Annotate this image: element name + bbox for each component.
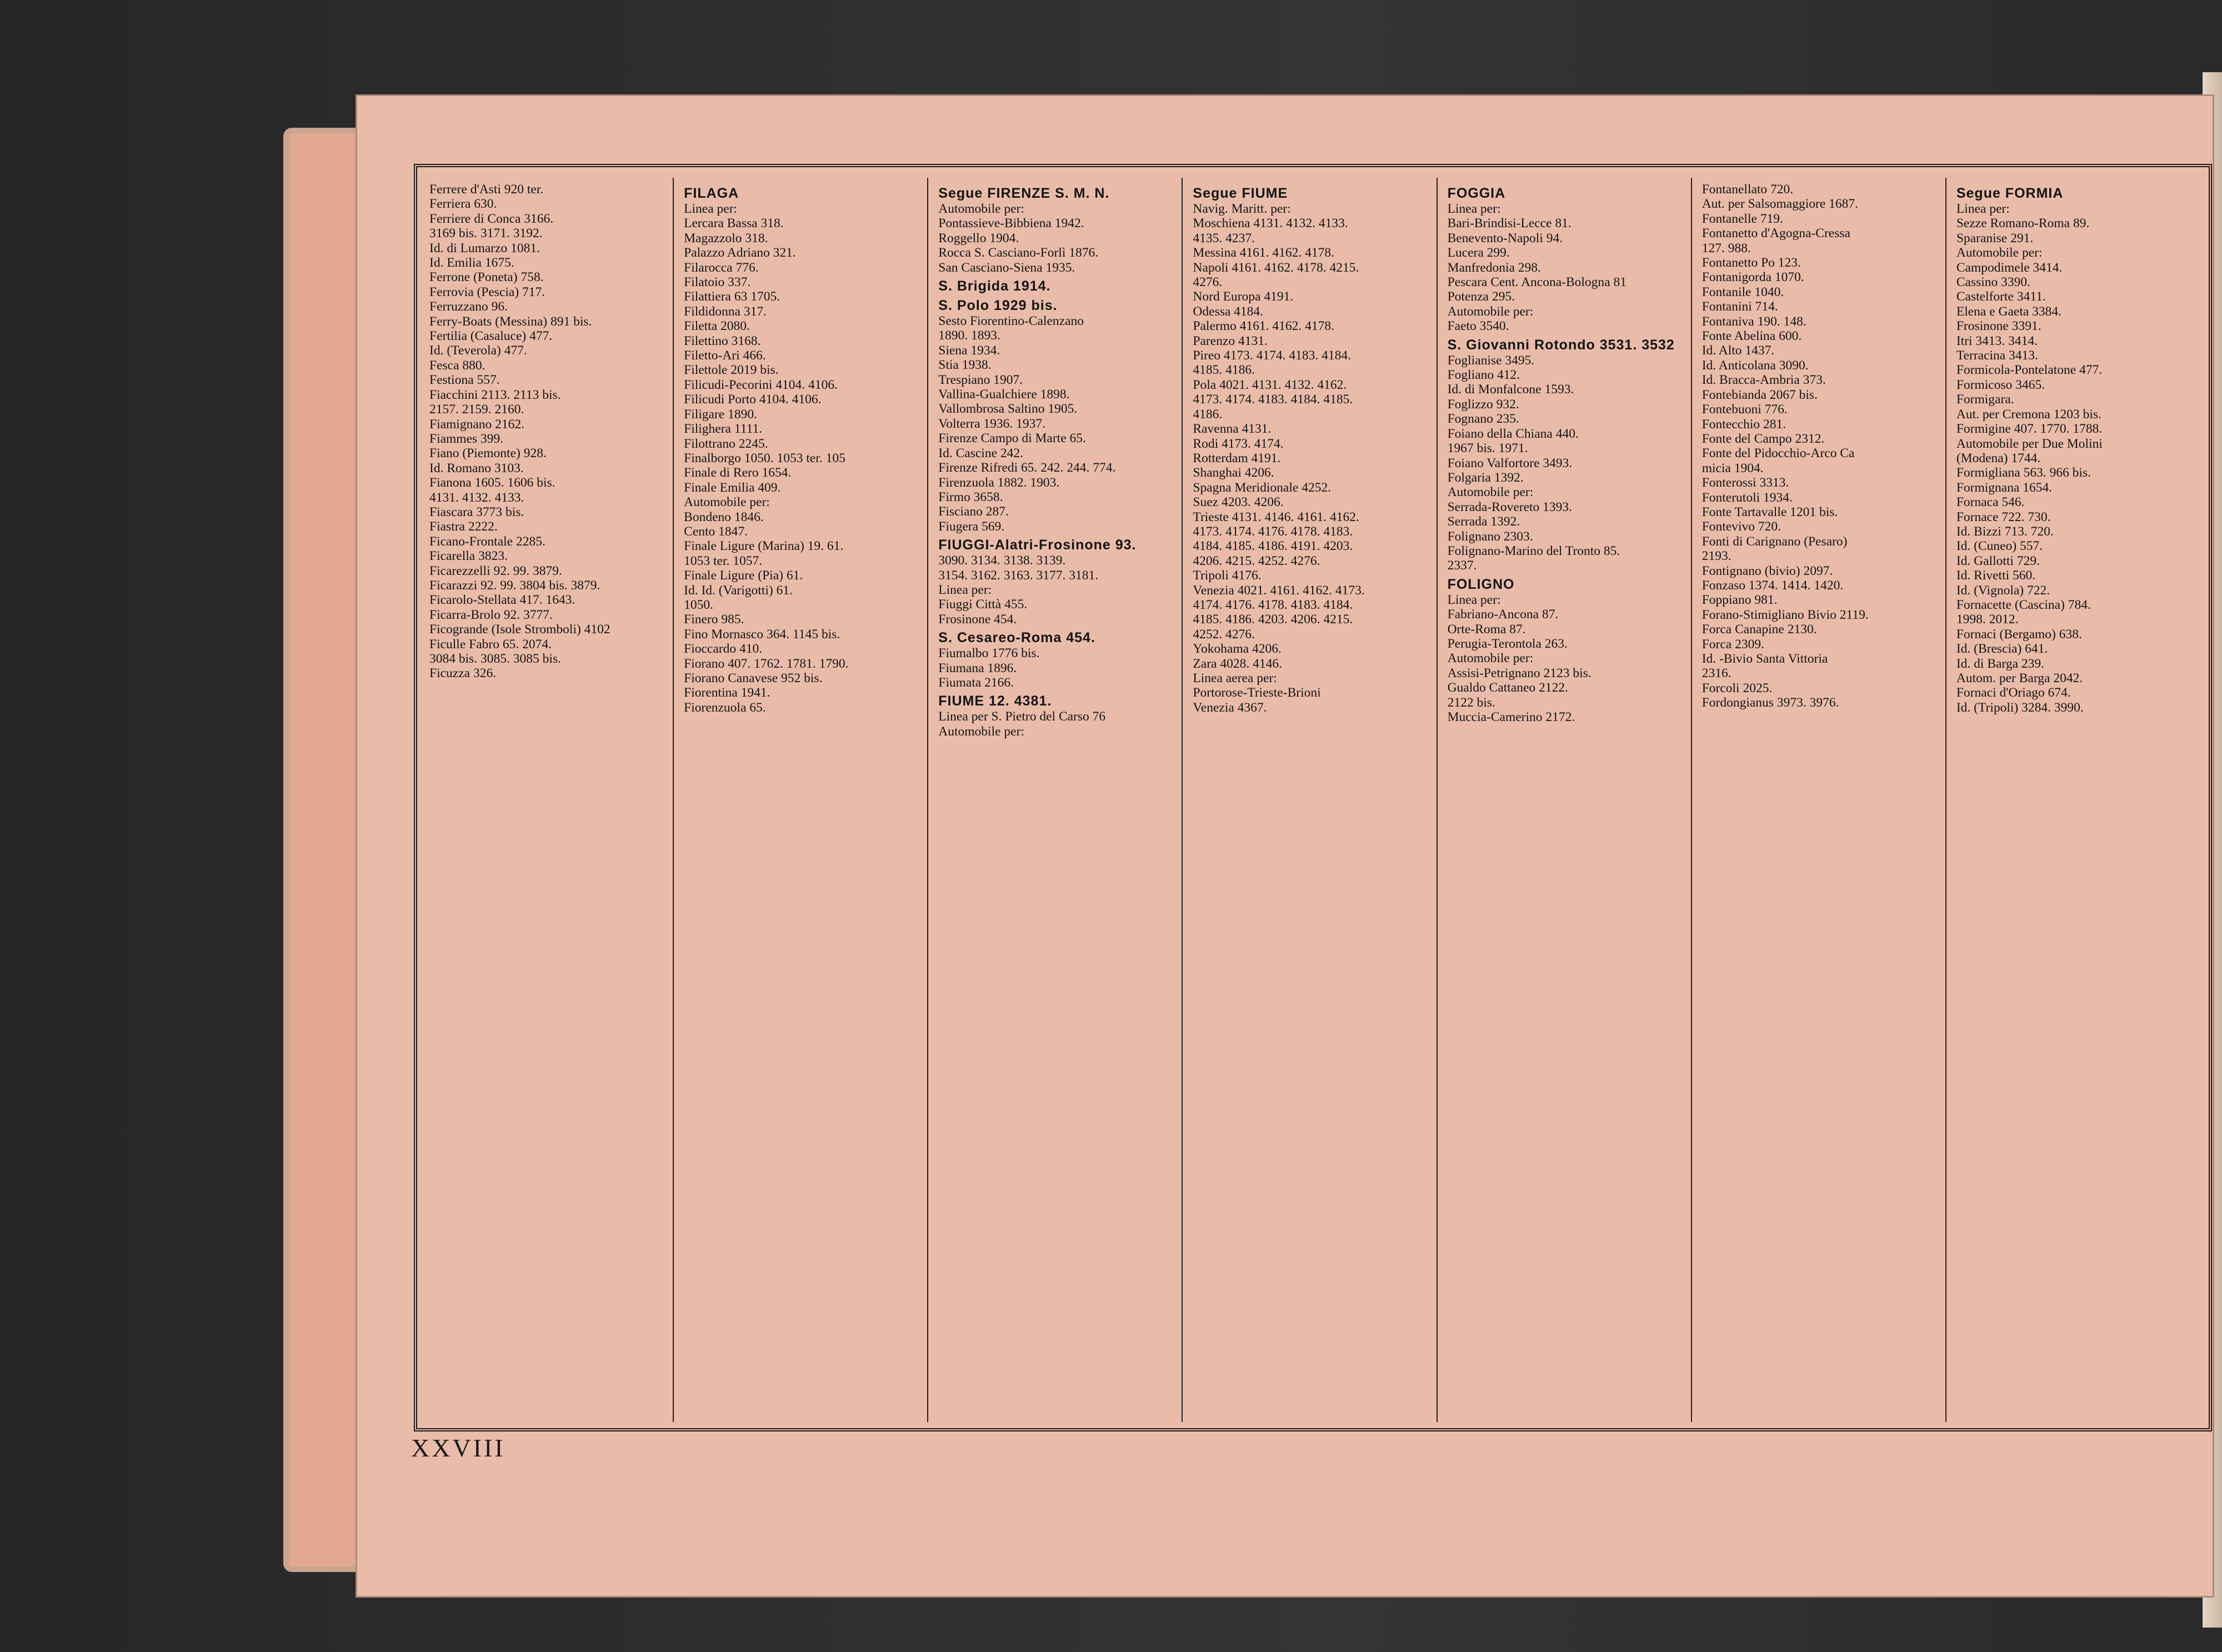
index-entry: Lucera 299. xyxy=(1447,246,1510,261)
index-entry: Fiorano 407. 1762. 1781. 1790. xyxy=(684,656,849,671)
index-entry: Filettole 2019 bis. xyxy=(684,363,779,378)
index-entry: Fontaniva 190. 148. xyxy=(1701,314,1806,329)
index-entry: 1050. xyxy=(684,597,714,612)
index-entry: Formigliana 563. 966 bis. xyxy=(1956,465,2091,480)
index-entry: Id. Rivetti 560. xyxy=(1956,568,2036,583)
index-entry: Fontecchio 281. xyxy=(1701,417,1786,432)
index-entry: Linea aerea per: xyxy=(1193,671,1277,685)
index-entry: Ferrone (Poneta) 758. xyxy=(429,270,544,285)
index-entry: Filighera 1111. xyxy=(684,422,763,437)
index-entry: S. Polo 1929 bis. xyxy=(938,298,1058,314)
index-entry: S. Cesareo-Roma 454. xyxy=(938,630,1095,646)
index-entry: Finale Ligure (Pia) 61. xyxy=(684,568,803,583)
index-entry: Id. di Monfalcone 1593. xyxy=(1447,382,1574,397)
index-entry: Id. (Teverola) 477. xyxy=(429,343,527,358)
index-entry: Festiona 557. xyxy=(429,373,500,388)
index-entry: Automobile per: xyxy=(938,202,1024,216)
index-entry: 4276. xyxy=(1193,275,1223,290)
index-entry: 4252. 4276. xyxy=(1193,627,1255,642)
index-entry: Palazzo Adriano 321. xyxy=(684,246,796,261)
index-entry: 3154. 3162. 3163. 3177. 3181. xyxy=(938,568,1099,583)
index-entry: Firenzuola 1882. 1903. xyxy=(938,475,1060,490)
index-entry: Filettino 3168. xyxy=(684,333,761,348)
index-entry: Fonte Abelina 600. xyxy=(1701,329,1802,344)
index-entry: Fonzaso 1374. 1414. 1420. xyxy=(1701,578,1844,593)
index-entry: Formigara. xyxy=(1956,392,2014,407)
index-entry: Id. Gallotti 729. xyxy=(1956,553,2040,568)
index-entry: Id. Alto 1437. xyxy=(1701,343,1775,358)
index-entry: Forca 2309. xyxy=(1701,637,1764,652)
index-entry: Cento 1847. xyxy=(684,524,748,539)
index-entry: Id. Id. (Varigotti) 61. xyxy=(684,583,793,598)
index-entry: Forca Canapine 2130. xyxy=(1701,622,1817,637)
index-entry: Segue FORMIA xyxy=(1956,186,2064,201)
index-column xyxy=(1438,178,1692,1422)
index-entry: Portorose-Trieste-Brioni xyxy=(1193,685,1321,700)
index-entry: Filicudi Porto 4104. 4106. xyxy=(684,392,822,407)
index-entry: 2122 bis. xyxy=(1447,695,1495,710)
index-entry: Vallombrosa Saltino 1905. xyxy=(938,402,1078,417)
index-entry: Firmo 3658. xyxy=(938,489,1003,504)
index-entry: Finero 985. xyxy=(684,612,744,627)
index-entry: Folgaria 1392. xyxy=(1447,470,1524,485)
index-entry: Ficarazzi 92. 99. 3804 bis. 3879. xyxy=(429,578,600,593)
index-entry: Firenze Rifredi 65. 242. 244. 774. xyxy=(938,460,1116,475)
index-entry: Campodimele 3414. xyxy=(1956,260,2063,275)
index-entry: Formignana 1654. xyxy=(1956,480,2053,495)
index-entry: Odessa 4184. xyxy=(1193,304,1264,319)
index-entry: Fonterutoli 1934. xyxy=(1701,490,1793,505)
index-entry: 4206. 4215. 4252. 4276. xyxy=(1193,553,1320,568)
index-entry: Foppiano 981. xyxy=(1701,593,1778,608)
index-entry: Pireo 4173. 4174. 4183. 4184. xyxy=(1193,348,1352,363)
index-entry: 127. 988. xyxy=(1701,241,1751,256)
index-entry: Linea per S. Pietro del Carso 76 xyxy=(938,709,1106,724)
index-entry: Foglianise 3495. xyxy=(1447,353,1535,368)
index-entry: Firenze Campo di Marte 65. xyxy=(938,431,1086,446)
index-entry: Venezia 4367. xyxy=(1193,700,1267,715)
index-entry: San Casciano-Siena 1935. xyxy=(938,260,1075,275)
index-entry: Venezia 4021. 4161. 4162. 4173. xyxy=(1193,583,1365,598)
index-entry: Foiano Valfortore 3493. xyxy=(1447,455,1573,470)
index-entry: Fiumana 1896. xyxy=(938,660,1017,675)
index-entry: Moschiena 4131. 4132. 4133. xyxy=(1193,216,1348,231)
index-entry: Trespiano 1907. xyxy=(938,372,1023,387)
index-entry: Aut. per Salsomaggiore 1687. xyxy=(1701,197,1859,212)
index-entry: Faeto 3540. xyxy=(1447,319,1509,334)
index-entry: Fontignano (bivio) 2097. xyxy=(1701,563,1833,578)
index-entry: Automobile per: xyxy=(1447,304,1534,319)
index-entry: Nord Europa 4191. xyxy=(1193,289,1294,304)
index-entry: Foiano della Chiana 440. xyxy=(1447,426,1579,441)
index-entry: 4173. 4174. 4176. 4178. 4183. xyxy=(1193,524,1353,539)
index-entry: 2157. 2159. 2160. xyxy=(429,402,524,417)
index-column xyxy=(928,178,1183,1422)
index-entry: Aut. per Cremona 1203 bis. xyxy=(1956,407,2101,422)
index-entry: Rotterdam 4191. xyxy=(1193,450,1281,465)
index-entry: Castelforte 3411. xyxy=(1956,289,2046,304)
index-entry: Id. Romano 3103. xyxy=(429,460,524,475)
index-entry: Automobile per: xyxy=(1956,246,2043,261)
index-entry: Automobile per: xyxy=(938,724,1024,739)
index-entry: Automobile per Due Molini xyxy=(1956,436,2103,451)
index-entry: Cassino 3390. xyxy=(1956,275,2031,290)
index-entry: Ferruzzano 96. xyxy=(429,299,508,314)
index-entry: Serrada 1392. xyxy=(1447,514,1520,529)
index-column xyxy=(1692,178,1946,1422)
index-entry: Ferriera 630. xyxy=(429,197,497,212)
index-entry: Rocca S. Casciano-Forlì 1876. xyxy=(938,246,1099,261)
index-entry: S. Brigida 1914. xyxy=(938,278,1051,294)
index-entry: 2337. xyxy=(1447,558,1477,573)
index-entry: Segue FIRENZE S. M. N. xyxy=(938,186,1110,201)
index-entry: Gualdo Cattaneo 2122. xyxy=(1447,680,1568,695)
index-entry: Linea per: xyxy=(1956,202,2010,216)
index-entry: Id. Bracca-Ambria 373. xyxy=(1701,373,1826,388)
index-entry: Spagna Meridionale 4252. xyxy=(1193,480,1332,495)
index-entry: Fontanelle 719. xyxy=(1701,211,1783,226)
index-entry: Assisi-Petrignano 2123 bis. xyxy=(1447,665,1592,680)
index-entry: Filigare 1890. xyxy=(684,407,757,422)
index-entry: Fiastra 2222. xyxy=(429,519,498,534)
index-entry: Id. Anticolana 3090. xyxy=(1701,358,1809,373)
index-entry: Linea per: xyxy=(1447,592,1501,607)
index-entry: Zara 4028. 4146. xyxy=(1193,656,1282,671)
index-entry: Fiorentina 1941. xyxy=(684,685,770,700)
index-column xyxy=(419,178,674,1422)
index-entry: Bondeno 1846. xyxy=(684,509,764,524)
index-entry: Ficarezzelli 92. 99. 3879. xyxy=(429,563,562,578)
index-entry: Ficuzza 326. xyxy=(429,666,497,681)
index-entry: 2193. xyxy=(1701,549,1731,564)
index-entry: Automobile per: xyxy=(684,495,770,510)
index-columns xyxy=(419,178,2200,1422)
index-entry: Benevento-Napoli 94. xyxy=(1447,231,1563,246)
index-entry: Fianona 1605. 1606 bis. xyxy=(429,475,556,490)
index-entry: Finalborgo 1050. 1053 ter. 105 xyxy=(684,450,845,465)
index-entry: Ferrovia (Pescia) 717. xyxy=(429,284,546,299)
index-entry: Ferriere di Conca 3166. xyxy=(429,211,554,226)
index-entry: Fiammes 399. xyxy=(429,431,504,446)
index-entry: FOLIGNO xyxy=(1447,576,1515,592)
index-entry: 3090. 3134. 3138. 3139. xyxy=(938,553,1066,568)
index-entry: Pola 4021. 4131. 4132. 4162. xyxy=(1193,377,1347,392)
index-entry: Linea per: xyxy=(938,582,992,597)
index-entry: Filottrano 2245. xyxy=(684,436,768,451)
index-entry: Forcoli 2025. xyxy=(1701,680,1773,695)
index-entry: Elena e Gaeta 3384. xyxy=(1956,304,2062,319)
index-entry: Fornaci d'Oriago 674. xyxy=(1956,685,2071,700)
index-entry: 1967 bis. 1971. xyxy=(1447,441,1528,456)
index-entry: Fordongianus 3973. 3976. xyxy=(1701,695,1839,710)
index-entry: Fontebianda 2067 bis. xyxy=(1701,387,1818,402)
index-entry: Ficarra-Brolo 92. 3777. xyxy=(429,607,553,622)
index-entry: Fertilia (Casaluce) 477. xyxy=(429,329,553,344)
index-entry: Folignano 2303. xyxy=(1447,529,1533,544)
index-entry: Fonterossi 3313. xyxy=(1701,475,1789,490)
index-entry: Id. di Lumarzo 1081. xyxy=(429,241,541,256)
index-entry: Filicudi-Pecorini 4104. 4106. xyxy=(684,377,838,392)
index-entry: Frosinone 454. xyxy=(938,612,1017,627)
index-entry: Volterra 1936. 1937. xyxy=(938,416,1046,431)
index-entry: Fisciano 287. xyxy=(938,504,1009,519)
index-entry: (Modena) 1744. xyxy=(1956,450,2041,465)
index-entry: Fesca 880. xyxy=(429,358,486,373)
index-entry: Parenzo 4131. xyxy=(1193,333,1268,348)
index-entry: Fonti di Carignano (Pesaro) xyxy=(1701,534,1848,549)
index-entry: Trieste 4131. 4146. 4161. 4162. xyxy=(1193,509,1359,524)
index-entry: Suez 4203. 4206. xyxy=(1193,495,1284,510)
index-entry: Fontanetto Po 123. xyxy=(1701,256,1801,271)
index-entry: Fiorenzuola 65. xyxy=(684,700,766,715)
index-entry: Fiuggi Città 455. xyxy=(938,597,1028,612)
index-entry: Fornacette (Cascina) 784. xyxy=(1956,597,2091,612)
index-entry: FILAGA xyxy=(684,186,739,201)
index-entry: Potenza 295. xyxy=(1447,289,1515,304)
index-entry: Filarocca 776. xyxy=(684,260,759,275)
index-entry: FIUGGI-Alatri-Frosinone 93. xyxy=(938,537,1137,553)
index-entry: Automobile per: xyxy=(1447,485,1534,500)
index-entry: Segue FIUME xyxy=(1193,186,1288,201)
index-entry: Fiano (Piemonte) 928. xyxy=(429,446,547,461)
index-entry: Tripoli 4176. xyxy=(1193,568,1262,583)
index-entry: Linea per: xyxy=(684,202,738,216)
index-entry: Napoli 4161. 4162. 4178. 4215. xyxy=(1193,260,1359,275)
index-entry: Id. Bizzi 713. 720. xyxy=(1956,524,2054,539)
index-column xyxy=(1946,178,2200,1422)
index-entry: Pontassieve-Bibbiena 1942. xyxy=(938,216,1084,231)
index-entry: Fontanile 1040. xyxy=(1701,284,1784,299)
index-entry: micia 1904. xyxy=(1701,460,1764,475)
index-entry: Fiascara 3773 bis. xyxy=(429,504,524,519)
index-entry: Fontanini 714. xyxy=(1701,299,1778,314)
index-entry: Ravenna 4131. xyxy=(1193,422,1272,437)
index-entry: Id. di Barga 239. xyxy=(1956,656,2045,671)
index-entry: Manfredonia 298. xyxy=(1447,260,1541,275)
index-entry: Autom. per Barga 2042. xyxy=(1956,671,2083,685)
index-entry: Fildidonna 317. xyxy=(684,304,767,319)
index-entry: Fognano 235. xyxy=(1447,412,1519,427)
index-entry: Id. Cascine 242. xyxy=(938,445,1023,460)
page-number: XXVIII xyxy=(411,1434,506,1462)
index-entry: Formigine 407. 1770. 1788. xyxy=(1956,422,2103,437)
index-entry: Ficulle Fabro 65. 2074. xyxy=(429,637,552,652)
index-entry: Frosinone 3391. xyxy=(1956,319,2041,334)
index-entry: Id. Emilia 1675. xyxy=(429,256,514,271)
index-entry: 2316. xyxy=(1701,666,1731,681)
index-entry: Filatoio 337. xyxy=(684,275,751,290)
index-entry: Magazzolo 318. xyxy=(684,231,768,246)
index-entry: Folignano-Marino del Tronto 85. xyxy=(1447,543,1620,558)
index-entry: Fiorano Canavese 952 bis. xyxy=(684,671,823,685)
index-column xyxy=(674,178,928,1422)
index-entry: 4184. 4185. 4186. 4191. 4203. xyxy=(1193,539,1353,554)
index-entry: Shanghai 4206. xyxy=(1193,465,1274,480)
index-entry: Terracina 3413. xyxy=(1956,348,2038,363)
index-entry: Fontanetto d'Agogna-Cressa xyxy=(1701,226,1850,241)
index-entry: FIUME 12. 4381. xyxy=(938,693,1052,709)
index-entry: Ficogrande (Isole Stromboli) 4102 xyxy=(429,622,610,637)
index-entry: Id. (Vignola) 722. xyxy=(1956,583,2050,598)
index-entry: Roggello 1904. xyxy=(938,231,1019,246)
index-entry: Id. -Bivio Santa Vittoria xyxy=(1701,652,1828,666)
index-entry: Sesto Fiorentino-Calenzano xyxy=(938,314,1084,329)
index-entry: Vallina-Gualchiere 1898. xyxy=(938,387,1070,402)
index-entry: 4131. 4132. 4133. xyxy=(429,490,524,505)
index-entry: Filattiera 63 1705. xyxy=(684,289,780,304)
index-entry: Filetta 2080. xyxy=(684,319,750,334)
index-entry: Finale di Rero 1654. xyxy=(684,465,792,480)
index-entry: Forano-Stimigliano Bivio 2119. xyxy=(1701,607,1869,622)
index-entry: Fonte Tartavalle 1201 bis. xyxy=(1701,504,1838,519)
index-entry: Ficarolo-Stellata 417. 1643. xyxy=(429,593,575,608)
index-entry: Fiumata 2166. xyxy=(938,675,1014,690)
index-entry: Ficarella 3823. xyxy=(429,549,508,564)
index-entry: Formicola-Pontelatone 477. xyxy=(1956,363,2103,378)
index-entry: Fiamignano 2162. xyxy=(429,417,525,432)
index-entry: Fornace 722. 730. xyxy=(1956,509,2051,524)
index-entry: Fontebuoni 776. xyxy=(1701,402,1788,417)
index-entry: Linea per: xyxy=(1447,202,1501,216)
index-entry: 4174. 4176. 4178. 4183. 4184. xyxy=(1193,597,1353,612)
index-entry: Pescara Cent. Ancona-Bologna 81 xyxy=(1447,275,1627,290)
index-entry: Foglizzo 932. xyxy=(1447,397,1519,412)
index-entry: Automobile per: xyxy=(1447,651,1534,666)
index-entry: Id. (Brescia) 641. xyxy=(1956,642,2048,657)
index-entry: Fioccardo 410. xyxy=(684,642,763,657)
index-entry: Ferrere d'Asti 920 ter. xyxy=(429,182,544,197)
index-entry: FOGGIA xyxy=(1447,186,1506,201)
index-entry: Siena 1934. xyxy=(938,343,1000,358)
index-entry: S. Giovanni Rotondo 3531. 3532 xyxy=(1447,337,1675,353)
index-entry: Sparanise 291. xyxy=(1956,231,2034,246)
index-entry: 4185. 4186. 4203. 4206. 4215. xyxy=(1193,612,1353,627)
index-entry: Bari-Brindisi-Lecce 81. xyxy=(1447,216,1572,231)
index-entry: Fontanigorda 1070. xyxy=(1701,270,1804,285)
index-entry: Ferry-Boats (Messina) 891 bis. xyxy=(429,314,592,329)
index-entry: Fornaca 546. xyxy=(1956,495,2025,510)
index-entry: Fiacchini 2113. 2113 bis. xyxy=(429,387,561,402)
index-entry: Id. (Tripoli) 3284. 3990. xyxy=(1956,700,2084,715)
index-entry: 4185. 4186. xyxy=(1193,363,1255,378)
index-column xyxy=(1183,178,1437,1422)
index-entry: 4186. xyxy=(1193,407,1223,422)
index-entry: Yokohama 4206. xyxy=(1193,642,1282,657)
index-entry: Fornaci (Bergamo) 638. xyxy=(1956,627,2082,642)
index-entry: Formicoso 3465. xyxy=(1956,377,2045,392)
index-entry: Palermo 4161. 4162. 4178. xyxy=(1193,319,1334,334)
index-entry: Fonte del Pidocchio-Arco Ca xyxy=(1701,446,1855,461)
index-entry: Perugia-Terontola 263. xyxy=(1447,636,1568,651)
index-entry: 1053 ter. 1057. xyxy=(684,553,763,568)
index-entry: 4173. 4174. 4183. 4184. 4185. xyxy=(1193,392,1353,407)
index-entry: Itri 3413. 3414. xyxy=(1956,333,2038,348)
index-entry: Fontevivo 720. xyxy=(1701,519,1781,534)
index-entry: Fiugera 569. xyxy=(938,519,1005,534)
index-entry: 3169 bis. 3171. 3192. xyxy=(429,226,543,241)
index-entry: Fiumalbo 1776 bis. xyxy=(938,646,1040,661)
index-entry: Fonte del Campo 2312. xyxy=(1701,431,1825,446)
index-entry: Sezze Romano-Roma 89. xyxy=(1956,216,2090,231)
index-entry: 1890. 1893. xyxy=(938,328,1000,343)
index-entry: Id. (Cuneo) 557. xyxy=(1956,539,2043,554)
index-entry: Stia 1938. xyxy=(938,358,992,373)
index-entry: Navig. Maritt. per: xyxy=(1193,202,1291,216)
index-entry: Fino Mornasco 364. 1145 bis. xyxy=(684,627,840,642)
index-entry: Messina 4161. 4162. 4178. xyxy=(1193,246,1334,261)
index-entry: Finale Emilia 409. xyxy=(684,480,781,495)
index-entry: 3084 bis. 3085. 3085 bis. xyxy=(429,652,561,666)
index-entry: Filetto-Ari 466. xyxy=(684,348,766,363)
index-entry: Fogliano 412. xyxy=(1447,368,1520,383)
index-entry: Lercara Bassa 318. xyxy=(684,216,784,231)
index-entry: Finale Ligure (Marina) 19. 61. xyxy=(684,539,844,554)
index-entry: Orte-Roma 87. xyxy=(1447,622,1526,637)
index-entry: Fontanellato 720. xyxy=(1701,182,1794,197)
index-entry: Ficano-Frontale 2285. xyxy=(429,534,546,549)
index-entry: Serrada-Rovereto 1393. xyxy=(1447,499,1573,514)
index-entry: Muccia-Camerino 2172. xyxy=(1447,710,1575,724)
index-entry: Fabriano-Ancona 87. xyxy=(1447,607,1559,622)
index-entry: Rodi 4173. 4174. xyxy=(1193,436,1284,451)
index-entry: 1998. 2012. xyxy=(1956,612,2019,627)
index-entry: 4135. 4237. xyxy=(1193,231,1255,246)
